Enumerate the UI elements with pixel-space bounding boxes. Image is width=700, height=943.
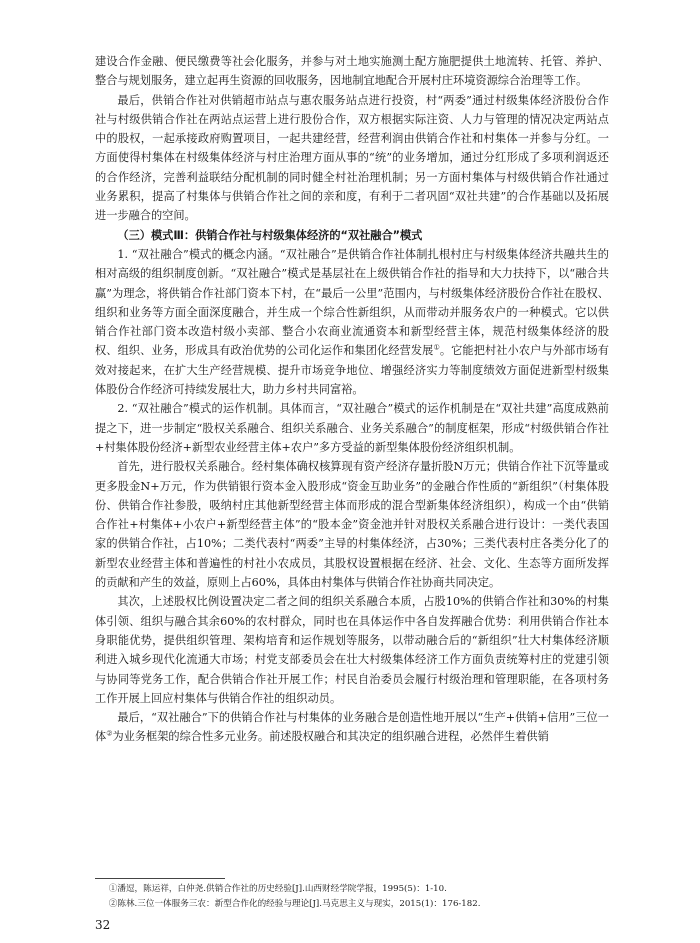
paragraph-text: 。它能把村社小农户与外部市场有效对接起来，在扩大生产经营规模、提升市场竞争地位、增强经济实力等制度绩效方面促进新型村级集体股份合作经济可持续发展壮大，助力乡村共同富裕。: [95, 344, 609, 397]
paragraph: 首先，进行股权关系融合。经村集体确权核算现有资产经济存量折股N万元；供销合作社下沉等量或更多股金N+万元，作为供销银行资本金入股形成“资金互助业务”的金融合作性质的“新组织”（村集体股份、供销合作社参股，吸纳村庄其他新型经营主体而形成的混合型新集体经济组织），构成一个由“供销合作社+村集体+小农户+新型经营主体”的“股本金”资金池并针对股权关系融合进行设计：一类代表国家的供销合作社，占10%；二类代表村“两委”主导的村集体经济，占30%；三类代表村庄各类分化了的新型农业经营主体和普遍性的村社小农成员，其股权设置根据在经济、社会、文化、生态等方面所发挥的贡献和产生的效益，原则上占60%，具体由村集体与供销合作社协商共同决定。: [95, 460, 609, 590]
footnote-2: ②陈林.三位一体服务三农：新型合作化的经验与理论[J].马克思主义与现实，2015(1)：176-182.: [108, 899, 481, 909]
paragraph: 2. “双社融合”模式的运作机制。具体而言，“双社融合”模式的运作机制是在“双社共建”高度成熟前提之下，进一步制定“股权关系融合、组织关系融合、业务关系融合”的制度框架，形成“村级供销合作社+村集体股份经济+新型农业经营主体+农户”多方受益的新型集体股份经济组织机制。: [95, 402, 609, 454]
footnotes: [95, 882, 609, 912]
body-text: [95, 52, 609, 747]
paragraph: [95, 708, 609, 747]
footnote-divider: [95, 878, 225, 879]
footnote-1: ①潘逗，陈运祥，白仲尧.供销合作社的历史经验[J].山西财经学院学报，1995(5)：1-10.: [108, 884, 447, 894]
paragraph-continued: 建设合作金融、便民缴费等社会化服务，并参与对土地实施测土配方施肥提供土地流转、托管、养护、整合与规划服务，建立起再生资源的回收服务，因地制宜地配合开展村庄环境资源综合治理等工作。: [95, 55, 609, 88]
footnote-ref-1[interactable]: ①: [433, 343, 440, 352]
paragraph: 最后，供销合作社对供销超市站点与惠农服务站点进行投资，村“两委”通过村级集体经济股份合作社与村级供销合作社在两站点运营上进行股份合作，双方根据实际注资、人力与管理的情况决定两站点中的股权，一起承接政府购置项目，一起共建经营，经营利润由供销合作社和村集体一并参与分红。一方面使得村集体在村级集体经济与村庄治理方面从事的“统”的业务增加，通过分红形成了多项利润返还的合作经济，完善利益联结分配机制的同时健全村社治理机制；另一方面村集体与村级供销合作社通过业务累积，提高了村集体与供销合作社之间的亲和度，有利于二者巩固“双社共建”的合作基础以及拓展进一步融合的空间。: [95, 93, 609, 223]
paragraph-text: 最后，“双社融合”下的供销合作社与村集体的业务融合是创造性地开展以“生产+供销+信用”三位一体: [95, 711, 609, 744]
paragraph: 其次，上述股权比例设置决定二者之间的组织关系融合本质，占股10%的供销合作社和30%的村集体引领、组织与融合其余60%的农村群众，同时也在具体运作中各自发挥融合优势：利用供销合作社本身职能优势，提供组织管理、架构培育和运作规划等服务，以带动融合后的“新组织”壮大村集体经济顺利进入城乡现代化流通大市场；村党支部委员会在壮大村级集体经济工作方面负责统筹村庄的党建引领与协同等党务工作，配合供销合作社开展工作；村民自治委员会履行村级治理和管理职能，在各项村务工作开展上回应村集体与供销合作社的组织动员。: [95, 595, 609, 705]
footnote-ref-2[interactable]: ②: [106, 729, 113, 738]
paragraph-text: 1. “双社融合”模式的概念内涵。“双社融合”是供销合作社体制扎根村庄与村级集体经济共融共生的相对高级的组织制度创新。“双社融合”模式是基层社在上级供销合作社的指导和大力扶持下，以“融合共赢”为理念，将供销合作社部门资本下村，在“最后一公里”范围内，与村级集体经济股份合作社在股权、组织和业务等方面全面深度融合，并生成一个综合性新组织，从而带动并服务农户的一种模式。它以供销合作社部门资本改造村级小卖部、整合小农商业流通资本和新型经营主体，规范村级集体经济的股权、组织、业务，形成具有政治优势的公司化运作和集团化经营发展: [95, 247, 609, 358]
page-number: 32: [95, 918, 111, 932]
section-heading: （三）模式Ⅲ：供销合作社与村级集体经济的“双社融合”模式: [117, 228, 423, 242]
paragraph-text: 为业务框架的综合性多元业务。前述股权融合和其决定的组织融合进程，必然伴生着供销: [112, 730, 549, 744]
paragraph: [95, 245, 609, 399]
